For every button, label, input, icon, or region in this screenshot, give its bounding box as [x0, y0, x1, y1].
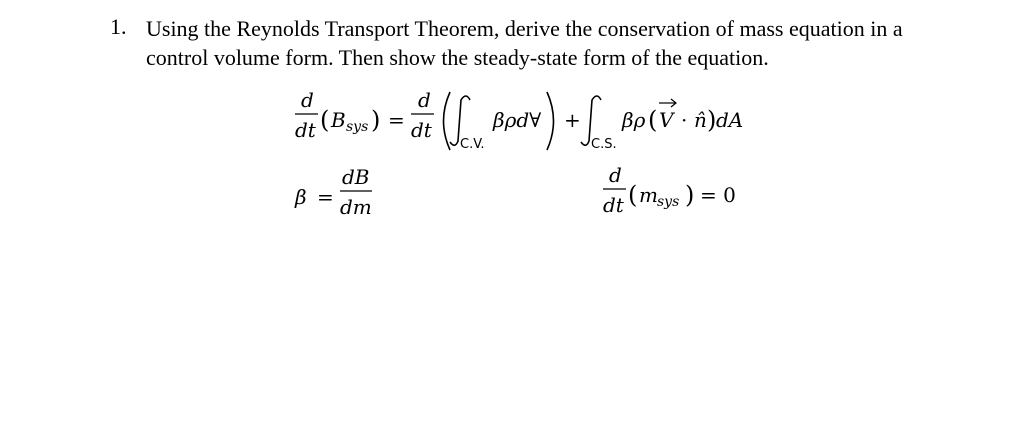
rtt-paren-open: (: [320, 106, 330, 134]
question-line-1: Using the Reynolds Transport Theorem, derive the conservation of mass equation in a: [146, 16, 903, 41]
mass-d: d: [609, 163, 622, 187]
beta-equals: =: [317, 185, 334, 209]
rtt-d-2: d: [418, 88, 431, 112]
question-number: 1.: [110, 14, 127, 39]
mass-paren-open: (: [628, 181, 638, 209]
rtt-cv-limit: C.V.: [460, 137, 485, 152]
rtt-big-paren-open: [444, 92, 451, 150]
rtt-big-paren-close: [547, 92, 554, 150]
rtt-dt-2: dt: [411, 118, 432, 142]
beta-symbol: β: [295, 185, 307, 209]
rtt-V: V: [659, 108, 674, 132]
rtt-B: B: [331, 108, 346, 132]
rtt-paren-close: ): [371, 106, 381, 134]
beta-definition: [294, 165, 372, 219]
mass-sys-subscript: sys: [657, 194, 680, 210]
beta-denominator: dm: [340, 195, 372, 219]
rtt-dot: ·: [681, 108, 688, 132]
question-line-2: control volume form. Then show the steady-state form of the equation.: [146, 45, 769, 70]
mass-conservation: [603, 163, 736, 217]
rtt-dt: dt: [295, 118, 316, 142]
rtt-beta-rho-dV: βρd∀: [493, 108, 542, 132]
rtt-equation: [295, 88, 743, 152]
rtt-paren-close-2: ): [707, 106, 717, 134]
rtt-dA: dA: [716, 108, 744, 132]
rtt-sys-subscript: sys: [346, 119, 369, 135]
rtt-d: d: [301, 88, 314, 112]
mass-dt: dt: [603, 193, 624, 217]
mass-rhs: = 0: [700, 183, 736, 207]
mass-paren-close: ): [685, 181, 695, 209]
rtt-beta-rho: βρ: [622, 108, 646, 132]
rtt-n-hat: n̂: [694, 108, 707, 132]
mass-m: m: [639, 183, 658, 207]
rtt-plus: +: [564, 108, 581, 132]
rtt-paren-open-2: (: [648, 106, 658, 134]
beta-numerator: dB: [342, 165, 370, 189]
rtt-cs-limit: C.S.: [591, 137, 617, 152]
rtt-equals: =: [388, 108, 405, 132]
